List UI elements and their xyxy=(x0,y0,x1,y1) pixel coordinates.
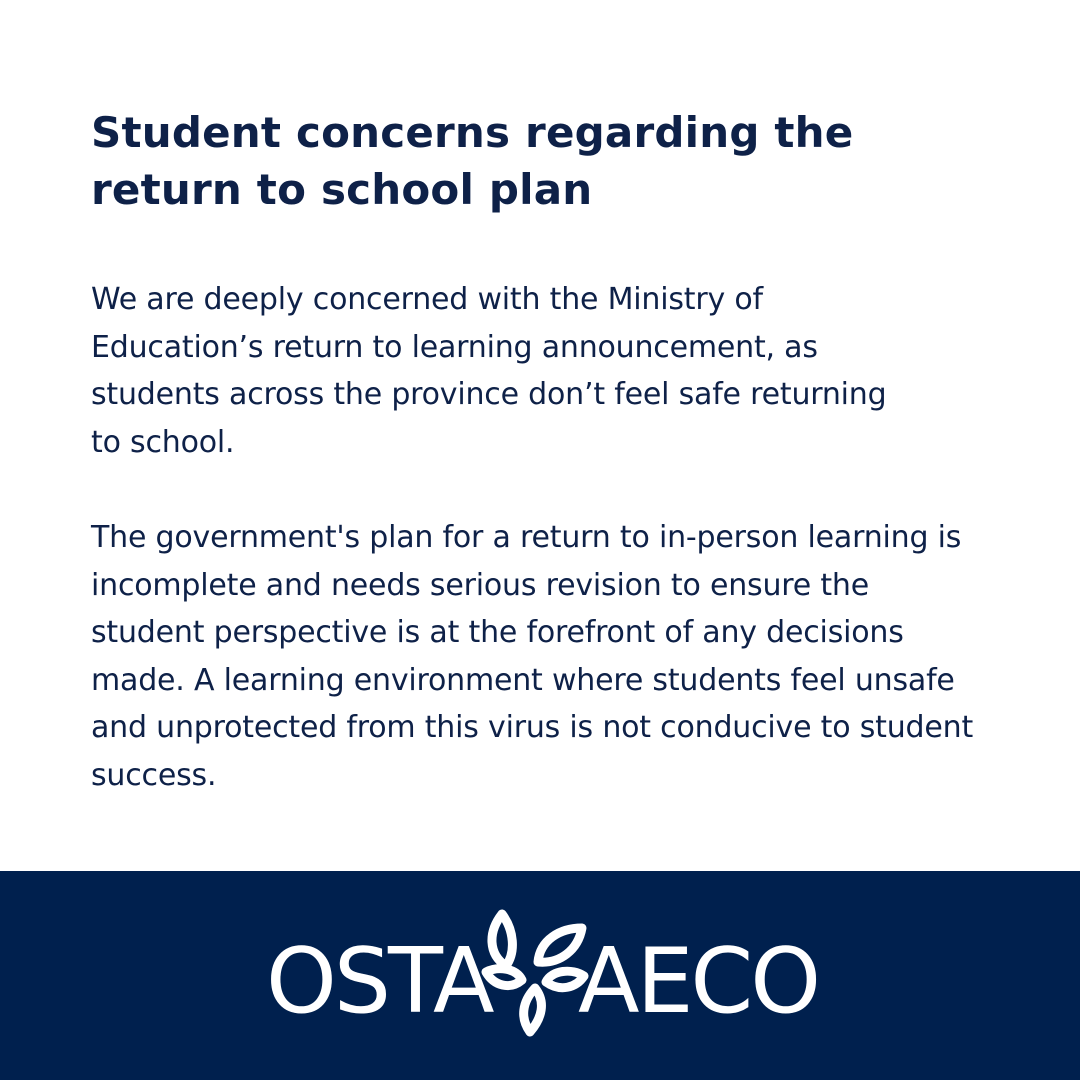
post-content xyxy=(91,104,991,799)
paragraph-concern: We are deeply concerned with the Ministry of Education’s return to learning announcement, as students across the province don’t feel safe returning to school. xyxy=(91,282,887,460)
osta-aeco-logo xyxy=(266,906,819,1038)
post-title: Student concerns regarding the return to school plan xyxy=(91,108,854,214)
leaf-sprout-icon xyxy=(480,906,590,1038)
paragraph-plan: The government's plan for a return to in-person learning is incomplete and needs serious revision to ensure the student perspective is at the forefront of any decisions made. A learning environment where students feel unsafe and unprotected from this virus is not conducive to student success. xyxy=(91,520,974,793)
logo-text-aeco: AECO xyxy=(578,929,819,1034)
logo-text-osta: OSTA xyxy=(266,929,492,1034)
